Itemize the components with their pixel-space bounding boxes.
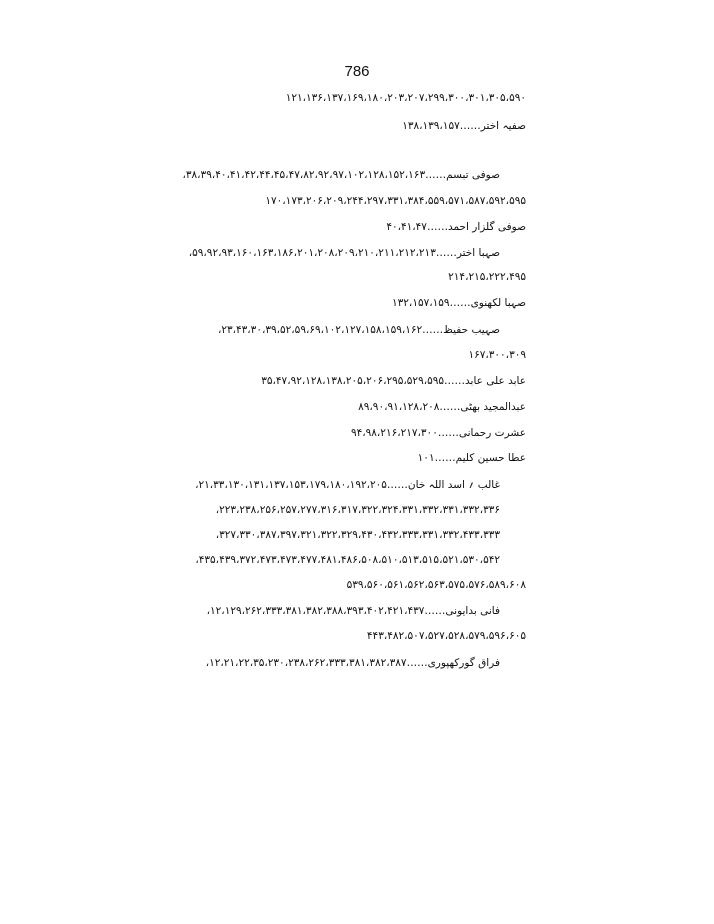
index-entry: صہبا لکھنوی……۱۳۲،۱۵۷،۱۵۹ bbox=[392, 297, 526, 309]
index-entry: ۱۶۷،۳۰۰،۳۰۹ bbox=[468, 349, 526, 361]
index-entry: ۳۲۷،۳۳۰،۳۸۷،۳۹۷،۳۲۱،۳۲۲،۳۲۹،۴۳۰،۴۳۲،۳۳۳،۳۳۱،۳۳۲،۴۳۳،۳۳۳، bbox=[215, 529, 500, 541]
index-entry: غالب ؍ اسد اللہ خان……۲۱،۳۳،۱۳۰،۱۳۱،۱۳۷،۱۵۳،۱۷۹،۱۸۰،۱۹۲،۲۰۵، bbox=[195, 479, 500, 491]
index-entry: ۱۷۰،۱۷۳،۲۰۶،۲۰۹،۲۴۴،۲۹۷،۳۳۱،۳۸۴،۵۵۹،۵۷۱،۵۸۷،۵۹۲،۵۹۵ bbox=[265, 195, 526, 207]
index-entry: صہبا اختر……۵۹،۹۲،۹۳،۱۶۰،۱۶۳،۱۸۶،۲۰۱،۲۰۸،۲۰۹،۲۱۰،۲۱۱،۲۱۲،۲۱۳، bbox=[188, 247, 500, 259]
index-entry: ۲۱۴،۲۱۵،۲۲۲،۴۹۵ bbox=[448, 271, 526, 283]
index-entry: ۱۲۱،۱۳۶،۱۳۷،۱۶۹،۱۸۰،۲۰۳،۲۰۷،۲۹۹،۳۰۰،۳۰۱،۳۰۵،۵۹۰ bbox=[285, 92, 526, 104]
index-entry: عابد علی عابد……۳۵،۴۷،۹۲،۱۲۸،۱۳۸،۲۰۵،۲۰۶،۲۹۵،۵۲۹،۵۹۵ bbox=[261, 375, 526, 387]
index-entry: ۴۳۵،۴۳۹،۳۷۲،۴۷۳،۴۷۳،۴۷۷،۴۸۱،۴۸۶،۵۰۸،۵۱۰،۵۱۳،۵۱۵،۵۲۱،۵۳۰،۵۴۲، bbox=[195, 554, 500, 566]
index-entry: صہیب حفیظ……۲۳،۴۳،۳۰،۳۹،۵۲،۵۹،۶۹،۱۰۲،۱۲۷،۱۵۸،۱۵۹،۱۶۲، bbox=[217, 324, 500, 336]
index-entry: فانی بدایونی……۱۲،۱۲۹،۲۶۲،۳۳۳،۳۸۱،۳۸۲،۳۸۸،۳۹۳،۴۰۲،۴۲۱،۴۳۷، bbox=[206, 605, 500, 617]
index-entry: عبدالمجید بھٹی……۸۹،۹۰،۹۱،۱۲۸،۲۰۸ bbox=[358, 401, 526, 413]
index-entry: ۴۴۳،۴۸۲،۵۰۷،۵۲۷،۵۲۸،۵۷۹،۵۹۶،۶۰۵ bbox=[366, 630, 526, 642]
index-entry: صفیہ اختر……۱۳۸،۱۳۹،۱۵۷ bbox=[402, 120, 526, 132]
index-entry: عشرت رحمانی……۹۴،۹۸،۲۱۶،۲۱۷،۳۰۰ bbox=[350, 427, 526, 439]
index-entry: عطا حسین کلیم……۱۰۱ bbox=[417, 452, 526, 464]
index-entry: صوفی گلزار احمد……۴۰،۴۱،۴۷ bbox=[386, 221, 526, 233]
index-entry: صوفی تبسم……۳۸،۳۹،۴۰،۴۱،۴۲،۴۴،۴۵،۴۷،۸۲،۹۲،۹۷،۱۰۲،۱۲۸،۱۵۲،۱۶۳، bbox=[182, 169, 500, 181]
index-entry: ۲۲۳،۲۳۸،۲۵۶،۲۵۷،۲۷۷،۳۱۶،۳۱۷،۳۲۲،۳۲۴،۳۳۱،۳۳۲،۳۳۱،۳۳۲،۳۳۶، bbox=[215, 504, 500, 516]
page-number: 786 bbox=[344, 63, 370, 80]
index-entry: فراق گورکھپوری……۱۲،۲۱،۲۲،۳۵،۲۳۰،۲۳۸،۲۶۲،۳۳۳،۳۸۱،۳۸۲،۳۸۷، bbox=[205, 657, 500, 669]
index-entry: ۵۳۹،۵۶۰،۵۶۱،۵۶۲،۵۶۳،۵۷۵،۵۷۶،۵۸۹،۶۰۸ bbox=[346, 579, 526, 591]
